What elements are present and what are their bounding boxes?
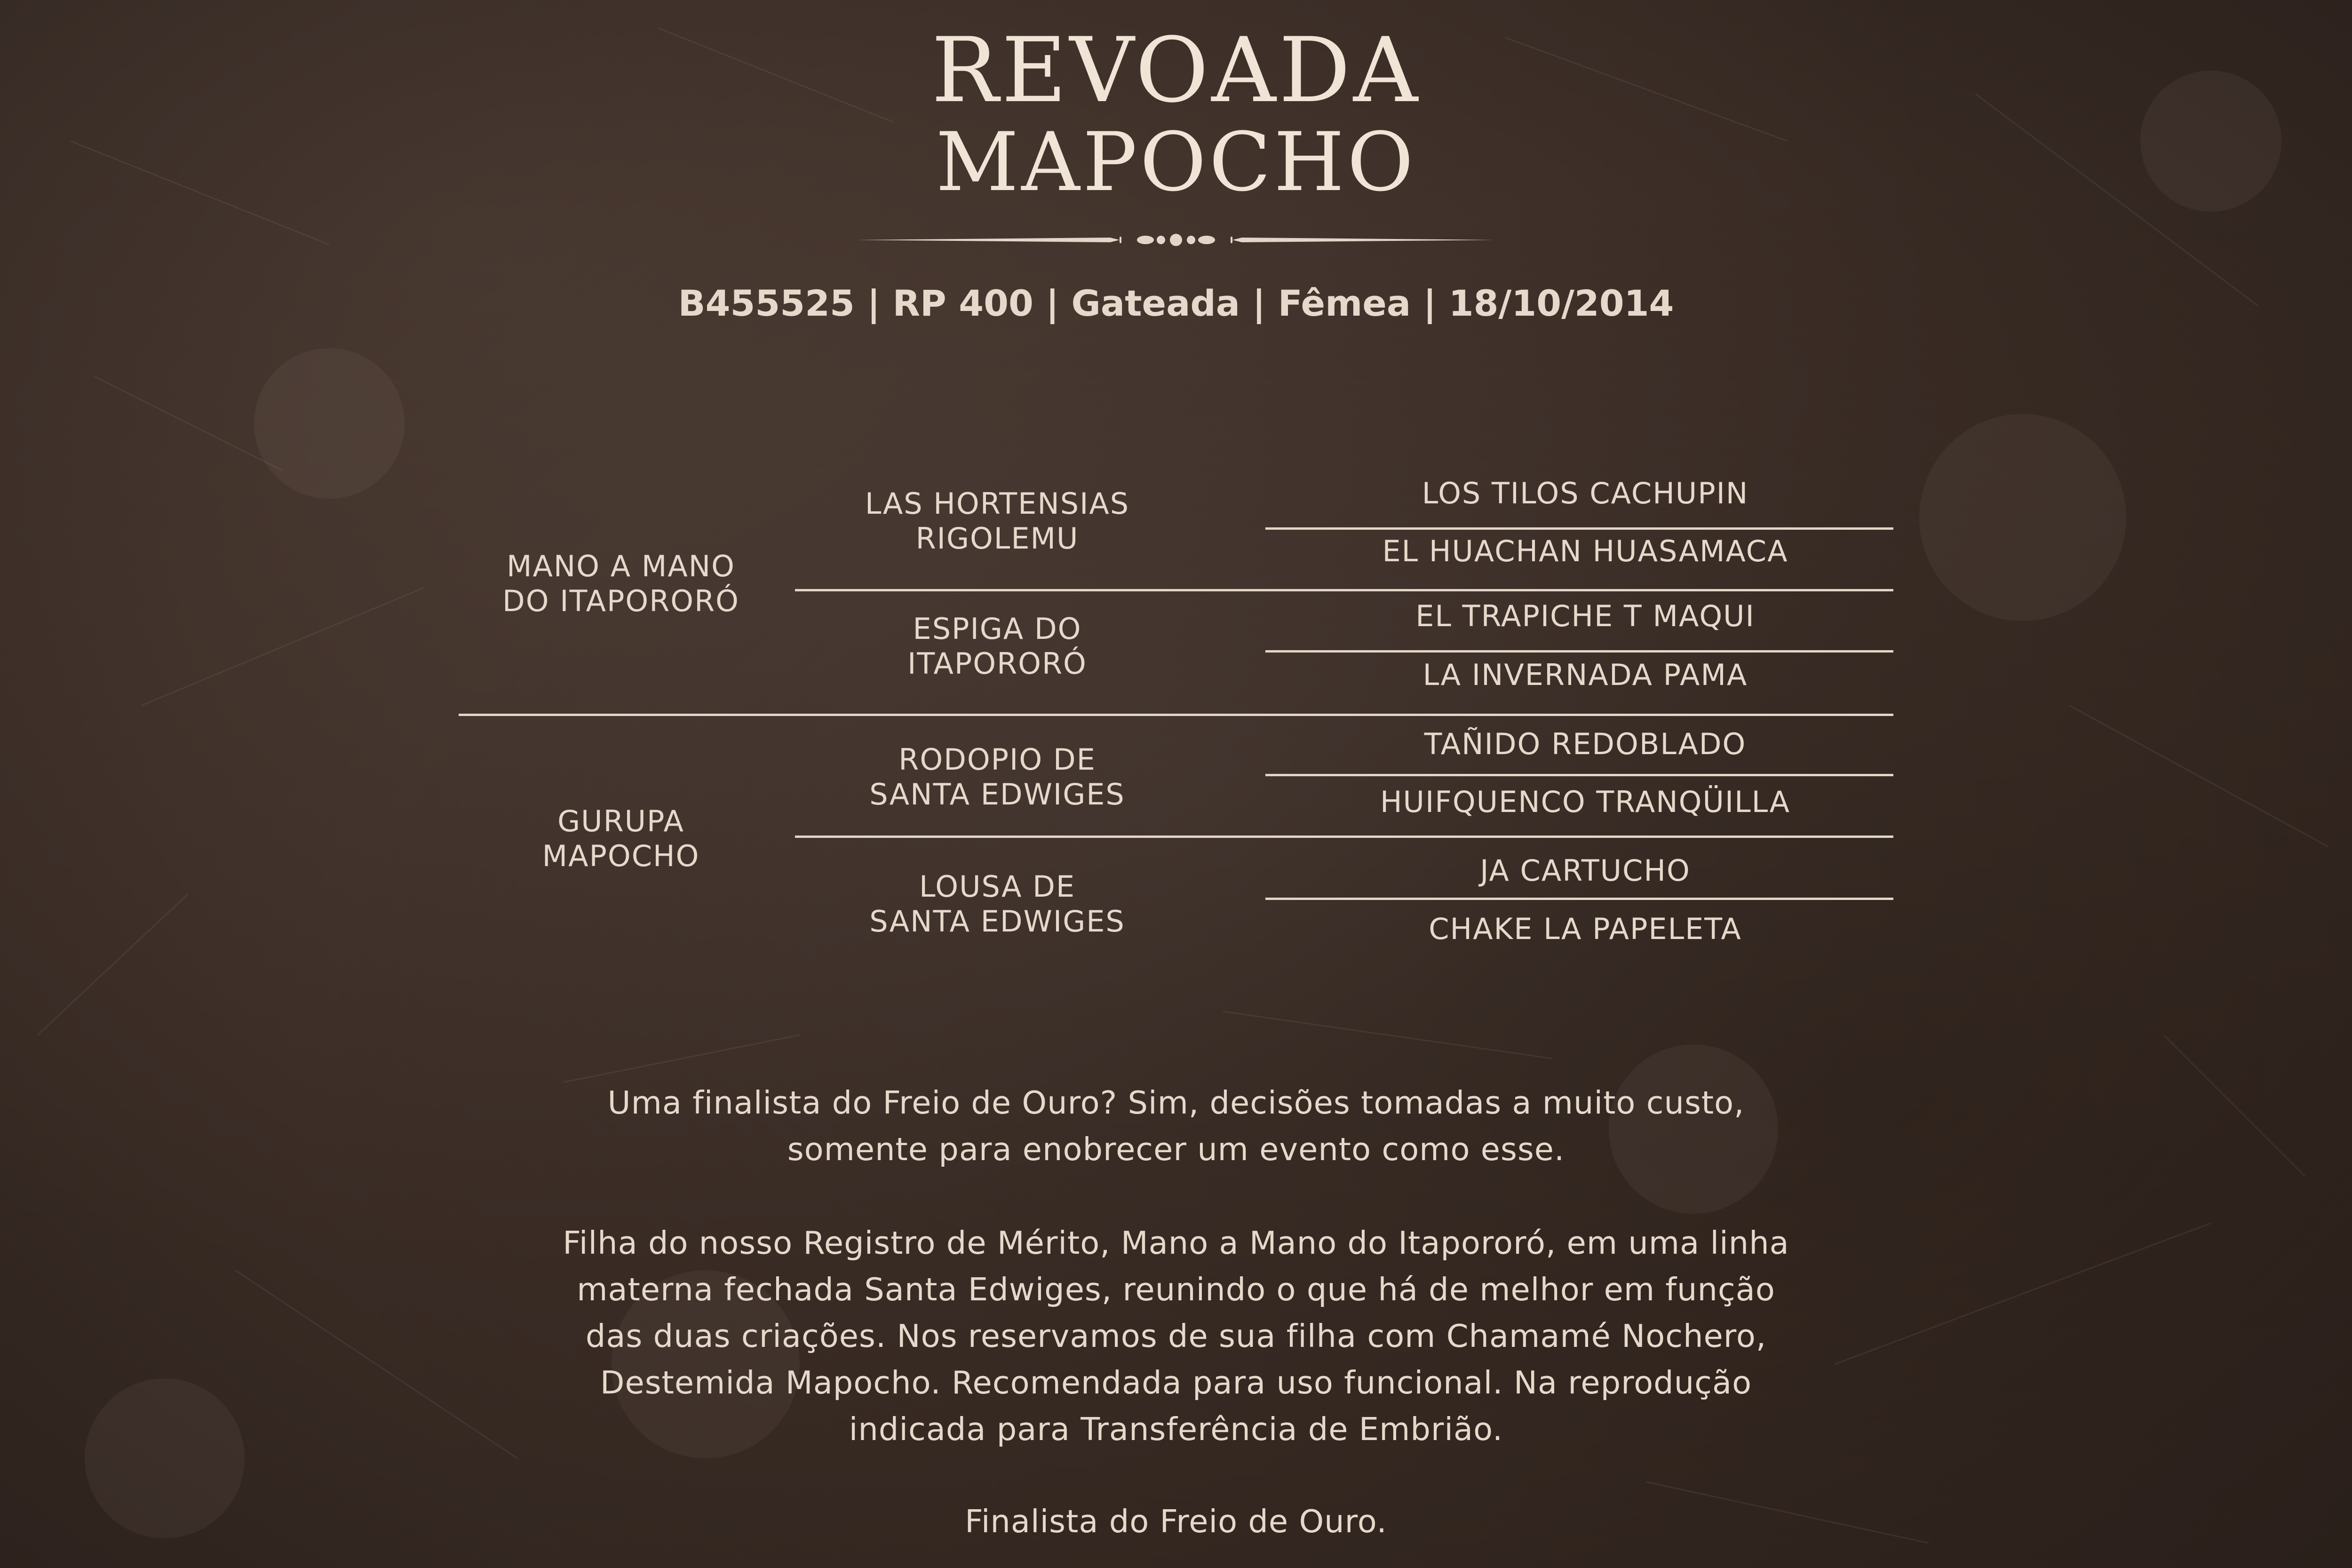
pedigree-dam-sire: RODOPIO DE SANTA EDWIGES [869, 742, 1125, 812]
pedigree-great-grandparent: EL TRAPICHE T MAQUI [1415, 599, 1755, 633]
description-paragraph-2: Filha do nosso Registro de Mérito, Mano a Mano do Itapororó, em uma linha materna fechada Santa Edwiges, reunindo o que há de melhor em função das duas criações. Nos reservamos de sua filha com Chamamé Nochero, Destemida Mapocho. Recomendada para uso funcional. Na reprodução indicada para Transferência de Embrião. [563, 1225, 1789, 1448]
divider-sire-dam [459, 714, 1893, 716]
pedigree-sire-dam: ESPIGA DO ITAPORORÓ [907, 612, 1087, 681]
pedigree-great-grandparent: LOS TILOS CACHUPIN [1422, 476, 1749, 510]
ornament-divider [847, 221, 1505, 259]
pedigree-dam-dam: LOUSA DE SANTA EDWIGES [869, 869, 1125, 939]
divider-dam-grandparents [795, 836, 1893, 838]
horse-name-line-2: MAPOCHO [936, 115, 1416, 209]
pedigree-sire-sire: LAS HORTENSIAS RIGOLEMU [865, 486, 1130, 556]
divider-ggp-4 [1265, 898, 1893, 900]
description-paragraph-3: Finalista do Freio de Ouro. [965, 1503, 1387, 1540]
pedigree-great-grandparent: EL HUACHAN HUASAMACA [1382, 534, 1788, 568]
pedigree-dam: GURUPA MAPOCHO [542, 804, 700, 873]
pedigree-great-grandparent: JA CARTUCHO [1480, 853, 1691, 888]
pedigree-great-grandparent: HUIFQUENCO TRANQÜILLA [1380, 785, 1791, 819]
registration-info: B455525 | RP 400 | Gateada | Fêmea | 18/10/2014 [678, 282, 1674, 324]
pedigree-sire: MANO A MANO DO ITAPORORÓ [502, 549, 739, 618]
divider-ggp-2 [1265, 650, 1893, 653]
description-paragraph-1: Uma finalista do Freio de Ouro? Sim, decisões tomadas a muito custo, somente para enobrecer um evento como esse. [607, 1084, 1745, 1168]
divider-sire-grandparents [795, 589, 1893, 591]
pedigree-great-grandparent: TAÑIDO REDOBLADO [1424, 727, 1747, 761]
divider-ggp-3 [1265, 774, 1893, 776]
divider-ggp-1 [1265, 527, 1893, 530]
pedigree-great-grandparent: CHAKE LA PAPELETA [1429, 912, 1742, 946]
horse-name-line-1: REVOADA [931, 18, 1421, 122]
pedigree-great-grandparent: LA INVERNADA PAMA [1422, 658, 1748, 692]
